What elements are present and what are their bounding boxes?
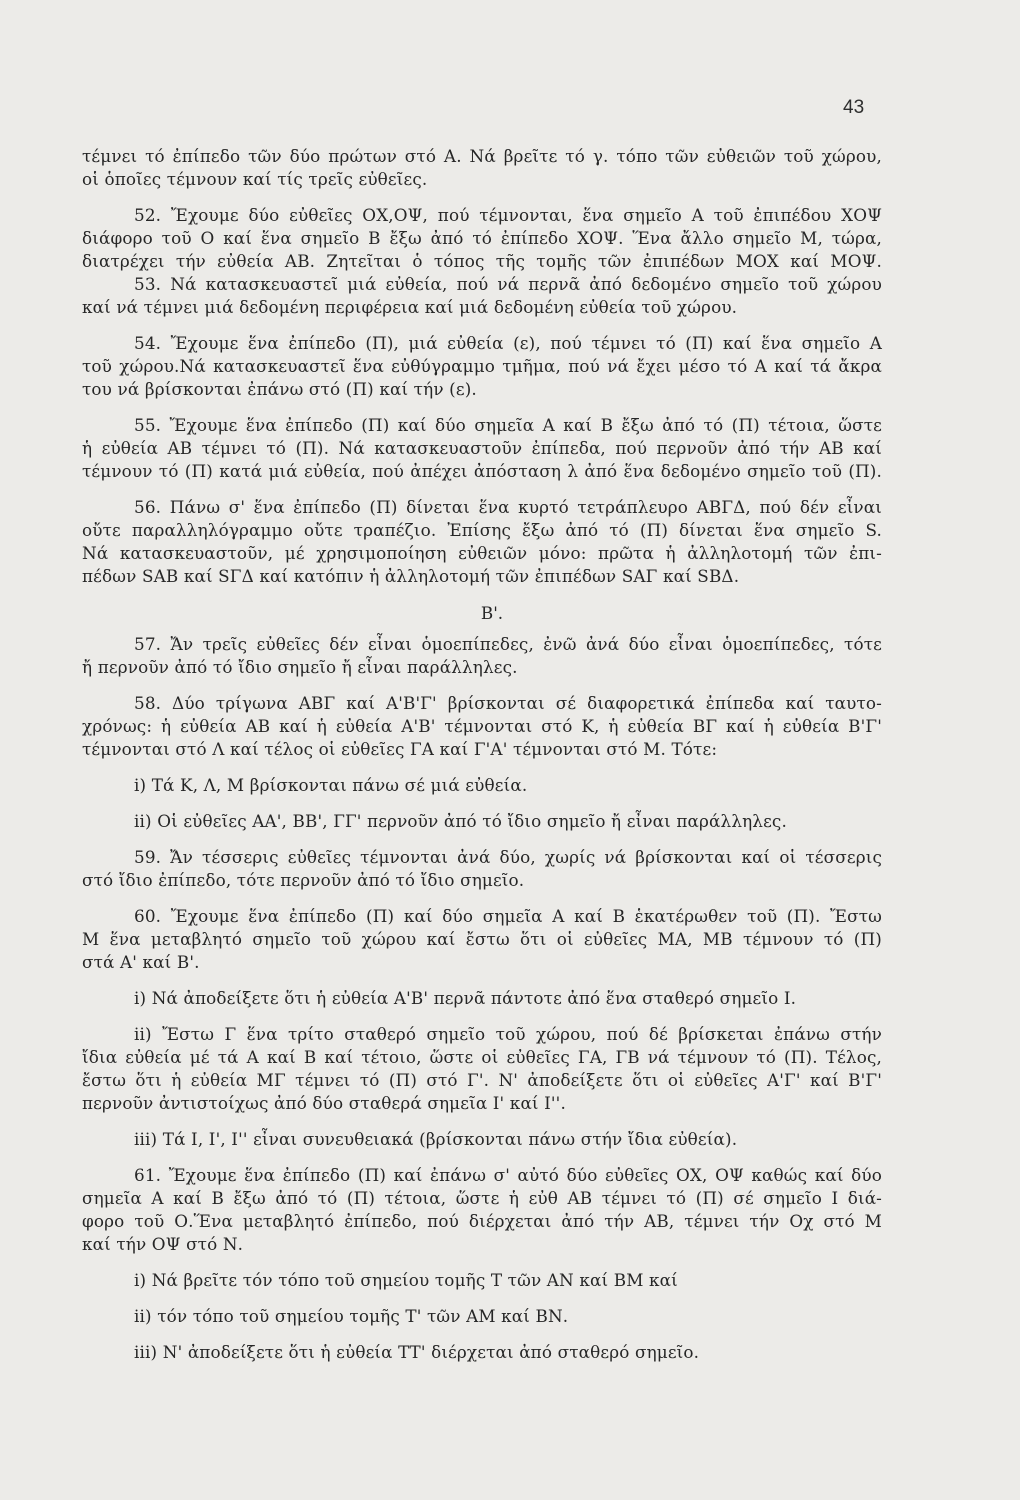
text-line: περνοῦν ἀντιστοίχως ἀπό δύο σταθερά σημεῖα Ι' καί Ι''. [82, 1093, 566, 1113]
text-line: ἴδια εὐθεία μέ τά Α καί Β καί τέτοιο, ὥστε οἱ εὐθεῖες ΓΑ, ΓΒ νά τέμνουν τό (Π). Τέλος, [82, 1047, 882, 1067]
text-line: τέμνουν τό (Π) κατά μιά εὐθεία, πού ἀπέχει ἀπόσταση λ ἀπό ἕνα δεδομένο σημεῖο τοῦ (Π). [82, 461, 882, 481]
exercise-56: 56. Πάνω σ' ἕνα ἐπίπεδο (Π) δίνεται ἕνα κυρτό τετράπλευρο ΑΒΓΔ, πού δέν εἶναι [134, 497, 882, 517]
sub-item: i) Τά Κ, Λ, Μ βρίσκονται πάνω σέ μιά εὐθεία. [134, 775, 528, 795]
exercise-59: 59. Ἄν τέσσερις εὐθεῖες τέμνονται ἀνά δύο, χωρίς νά βρίσκονται καί οἱ τέσσερις [134, 847, 882, 867]
text-line: φορο τοῦ Ο.Ἕνα μεταβλητό ἐπίπεδο, πού διέρχεται ἀπό τήν ΑΒ, τέμνει τήν Οχ στό Μ [82, 1211, 882, 1231]
sub-item: ii) Οἱ εὐθεῖες ΑΑ', ΒΒ', ΓΓ' περνοῦν ἀπό τό ἴδιο σημεῖο ἤ εἶναι παράλληλες. [134, 811, 787, 831]
page-number: 43 [843, 97, 865, 118]
text-line: τέμνει τό ἐπίπεδο τῶν δύο πρώτων στό Α. Νά βρεῖτε τό γ. τόπο τῶν εὐθειῶν τοῦ χώρου, [82, 146, 882, 166]
text-line: ἡ εὐθεία ΑΒ τέμνει τό (Π). Νά κατασκευαστοῦν ἐπίπεδα, πού περνοῦν ἀπό τήν ΑΒ καί [82, 438, 882, 458]
text-line: καί νά τέμνει μιά δεδομένη περιφέρεια καί μιά δεδομένη εὐθεία τοῦ χώρου. [82, 297, 738, 317]
sub-item: ii) Ἔστω Γ ἕνα τρίτο σταθερό σημεῖο τοῦ χώρου, πού δέ βρίσκεται ἐπάνω στήν [134, 1024, 882, 1044]
text-line: διάφορο τοῦ Ο καί ἕνα σημεῖο Β ἔξω ἀπό τό ἐπίπεδο ΧΟΨ. Ἕνα ἄλλο σημεῖο Μ, τώρα, [82, 228, 882, 248]
exercise-61: 61. Ἔχουμε ἕνα ἐπίπεδο (Π) καί ἐπάνω σ' αὐτό δύο εὐθεῖες ΟΧ, ΟΨ καθώς καί δύο [134, 1165, 882, 1185]
exercise-53: 53. Νά κατασκευαστεῖ μιά εὐθεία, πού νά περνᾶ ἀπό δεδομένο σημεῖο τοῦ χώρου [134, 274, 882, 294]
text-line: ἤ περνοῦν ἀπό τό ἴδιο σημεῖο ἤ εἶναι παράλληλες. [82, 657, 518, 677]
text-line: καί τήν ΟΨ στό Ν. [82, 1234, 244, 1254]
exercise-55: 55. Ἔχουμε ἕνα ἐπίπεδο (Π) καί δύο σημεῖα Α καί Β ἔξω ἀπό τό (Π) τέτοια, ὥστε [134, 415, 882, 435]
text-line: διατρέχει τήν εὐθεία ΑΒ. Ζητεῖται ὁ τόπος τῆς τομῆς τῶν ἐπιπέδων ΜΟΧ καί ΜΟΨ. [82, 251, 882, 271]
sub-item: ii) τόν τόπο τοῦ σημείου τομῆς Τ' τῶν ΑΜ καί ΒΝ. [134, 1306, 569, 1326]
sub-item: i) Νά ἀποδείξετε ὅτι ἡ εὐθεία Α'Β' περνᾶ πάντοτε ἀπό ἕνα σταθερό σημεῖο Ι. [134, 988, 797, 1008]
text-line: του νά βρίσκονται ἐπάνω στό (Π) καί τήν (ε). [82, 379, 477, 399]
text-line: ἔστω ὅτι ἡ εὐθεία ΜΓ τέμνει τό (Π) στό Γ'. Ν' ἀποδείξετε ὅτι οἱ εὐθεῖες Α'Γ' καί Β'Γ' [82, 1070, 882, 1090]
exercise-text [82, 145, 882, 1364]
text-line: Μ ἕνα μεταβλητό σημεῖο τοῦ χώρου καί ἔστω ὅτι οἱ εὐθεῖες ΜΑ, ΜΒ τέμνουν τό (Π) [82, 929, 882, 949]
text-line: τοῦ χώρου.Νά κατασκευαστεῖ ἕνα εὐθύγραμμο τμῆμα, πού νά ἔχει μέσο τό Α καί τά ἄκρα [82, 356, 882, 376]
exercise-52: 52. Ἔχουμε δύο εὐθεῖες ΟΧ,ΟΨ, πού τέμνονται, ἕνα σημεῖο Α τοῦ ἐπιπέδου ΧΟΨ [134, 205, 882, 225]
text-line: σημεῖα Α καί Β ἔξω ἀπό τό (Π) τέτοια, ὥστε ἡ εὐθ ΑΒ τέμνει τό (Π) σέ σημεῖο Ι διά- [82, 1188, 882, 1208]
exercise-58: 58. Δύο τρίγωνα ΑΒΓ καί Α'Β'Γ' βρίσκονται σέ διαφορετικά ἐπίπεδα καί ταυτο- [134, 693, 882, 713]
text-line: χρόνως: ἡ εὐθεία ΑΒ καί ἡ εὐθεία Α'Β' τέμνονται στό Κ, ἡ εὐθεία ΒΓ καί ἡ εὐθεία Β'Γ' [82, 716, 882, 736]
text-line: στό ἴδιο ἐπίπεδο, τότε περνοῦν ἀπό τό ἴδιο σημεῖο. [82, 870, 525, 890]
sub-item: iii) Τά Ι, Ι', Ι'' εἶναι συνευθειακά (βρίσκονται πάνω στήν ἴδια εὐθεία). [134, 1129, 738, 1149]
section-heading: Β'. [480, 603, 504, 623]
text-line: οἱ ὁποῖες τέμνουν καί τίς τρεῖς εὐθεῖες. [82, 169, 428, 189]
text-line: στά Α' καί Β'. [82, 952, 200, 972]
text-line: τέμνονται στό Λ καί τέλος οἱ εὐθεῖες ΓΑ καί Γ'Α' τέμνονται στό Μ. Τότε: [82, 739, 718, 759]
sub-item: iii) Ν' ἀποδείξετε ὅτι ἡ εὐθεία ΤΤ' διέρχεται ἀπό σταθερό σημεῖο. [134, 1342, 700, 1362]
sub-item: i) Νά βρεῖτε τόν τόπο τοῦ σημείου τομῆς Τ τῶν ΑΝ καί ΒΜ καί [134, 1270, 678, 1290]
text-line: οὔτε παραλληλόγραμμο οὔτε τραπέζιο. Ἐπίσης ἔξω ἀπό τό (Π) δίνεται ἕνα σημεῖο S. [82, 520, 882, 540]
exercise-54: 54. Ἔχουμε ἕνα ἐπίπεδο (Π), μιά εὐθεία (ε), πού τέμνει τό (Π) καί ἕνα σημεῖο Α [134, 333, 882, 353]
text-line: πέδων SAB καί SΓΔ καί κατόπιν ἡ ἀλληλοτομή τῶν ἐπιπέδων SAΓ καί SBΔ. [82, 566, 740, 586]
text-line: Νά κατασκευαστοῦν, μέ χρησιμοποίηση εὐθειῶν μόνο: πρῶτα ἡ ἀλληλοτομή τῶν ἐπι- [82, 543, 882, 563]
exercise-60: 60. Ἔχουμε ἕνα ἐπίπεδο (Π) καί δύο σημεῖα Α καί Β ἑκατέρωθεν τοῦ (Π). Ἔστω [134, 906, 882, 926]
exercise-57: 57. Ἄν τρεῖς εὐθεῖες δέν εἶναι ὁμοεπίπεδες, ἐνῶ ἀνά δύο εἶναι ὁμοεπίπεδες, τότε [134, 634, 882, 654]
